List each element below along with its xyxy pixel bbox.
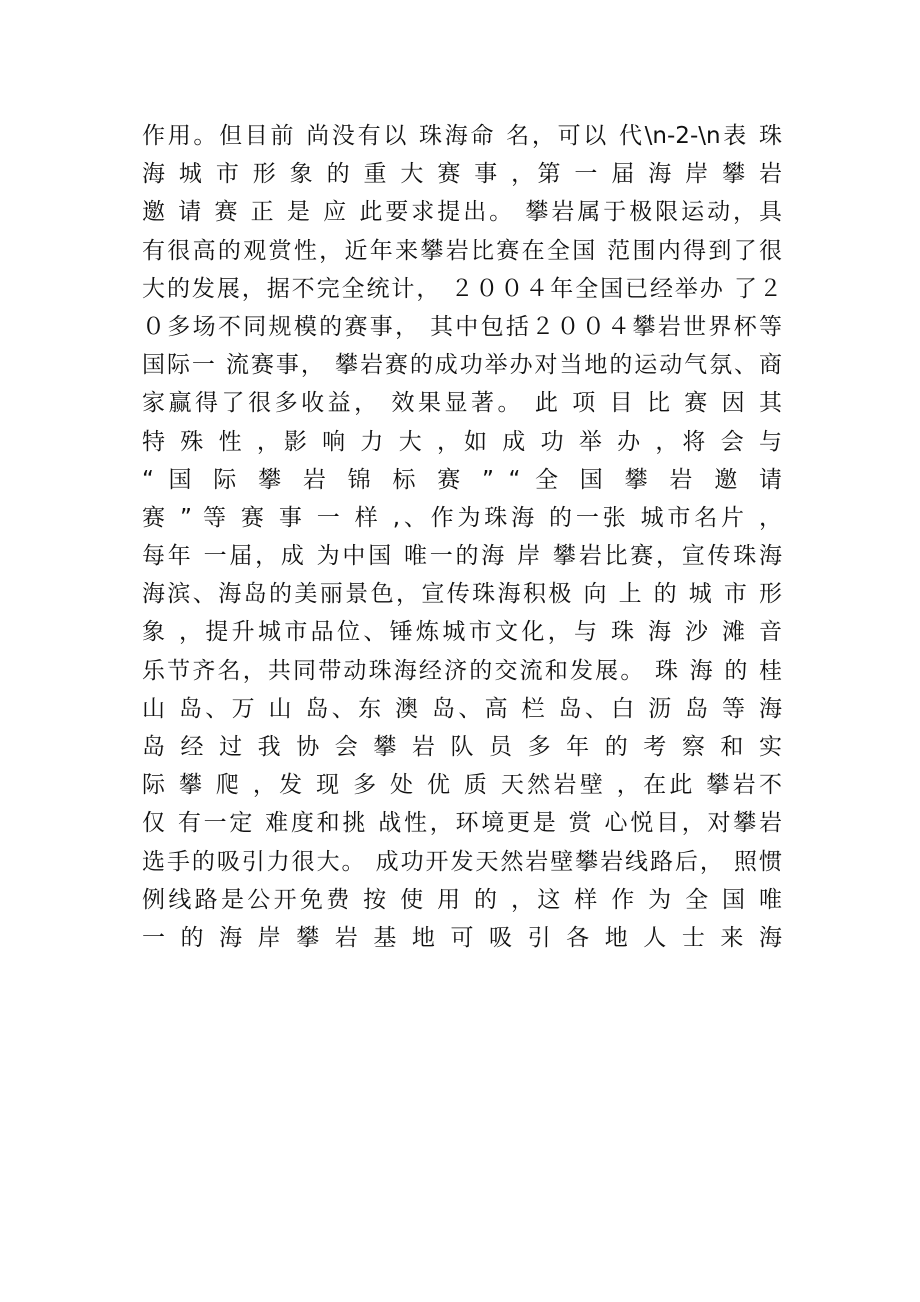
- text-line: 岛 经 过 我 协 会 攀 岩 队 员 多 年 的 考 察 和 实: [142, 734, 782, 760]
- text-line: 海滨、海岛的美丽景色，宣传珠海积极 向 上 的 城 市 形: [142, 581, 782, 608]
- text-line: ０多场不同规模的赛事， 其中包括２００４攀岩世界杯等: [142, 313, 782, 340]
- text-line: 象 ，提升城市品位、锤炼城市文化，与 珠 海 沙 滩 音: [142, 619, 782, 646]
- text-line: 国际一 流赛事， 攀岩赛的成功举办对当地的运动气氛、商: [142, 352, 782, 379]
- body-text: [142, 117, 782, 957]
- text-line: 际 攀 爬 ，发 现 多 处 优 质 天然岩壁 ，在此 攀岩不: [142, 772, 782, 799]
- text-line: 特 殊 性 ，影 响 力 大 ，如 成 功 举 办 ，将 会 与: [142, 428, 782, 455]
- text-line: 山 岛、万 山 岛、东 澳 岛、高 栏 岛、白 沥 岛 等 海: [142, 695, 782, 722]
- text-line: 选手的吸引力很大。 成功开发天然岩壁攀岩线路后， 照惯: [142, 848, 782, 875]
- text-line: 海 城 市 形 象 的 重 大 赛 事 ，第 一 届 海 岸 攀 岩: [142, 161, 782, 188]
- text-line: 大的发展，据不完全统计， ２００４年全国已经举办 了２: [142, 275, 782, 302]
- text-line: “ 国 际 攀 岩 锦 标 赛 ” “ 全 国 攀 岩 邀 请: [142, 466, 782, 493]
- text-line: 一 的 海 岸 攀 岩 基 地 可 吸 引 各 地 人 士 来 海: [142, 924, 782, 951]
- text-line: 家赢得了很多收益， 效果显著。 此 项 目 比 赛 因 其: [142, 390, 782, 417]
- text-line: 例线路是公开免费 按 使 用 的 ，这 样 作 为 全 国 唯: [142, 886, 782, 913]
- text-line: 赛 ” 等 赛 事 一 样 ,、作为珠海 的一张 城市名片 ，: [142, 504, 782, 531]
- text-line: 邀 请 赛 正 是 应 此要求提出。 攀岩属于极限运动，具: [142, 199, 782, 226]
- text-line: 乐节齐名，共同带动珠海经济的交流和发展。 珠 海 的 桂: [142, 657, 782, 684]
- text-line: 仅 有一定 难度和挑 战性，环境更是 赏 心悦目，对攀岩: [142, 810, 782, 837]
- text-line: 每年 一届，成 为中国 唯一的海 岸 攀岩比赛，宣传珠海: [142, 543, 782, 570]
- text-line: 有很高的观赏性，近年来攀岩比赛在全国 范围内得到了很: [142, 237, 782, 264]
- text-line: 作用。但目前 尚没有以 珠海命 名，可以 代\n-2-\n表 珠: [142, 123, 782, 149]
